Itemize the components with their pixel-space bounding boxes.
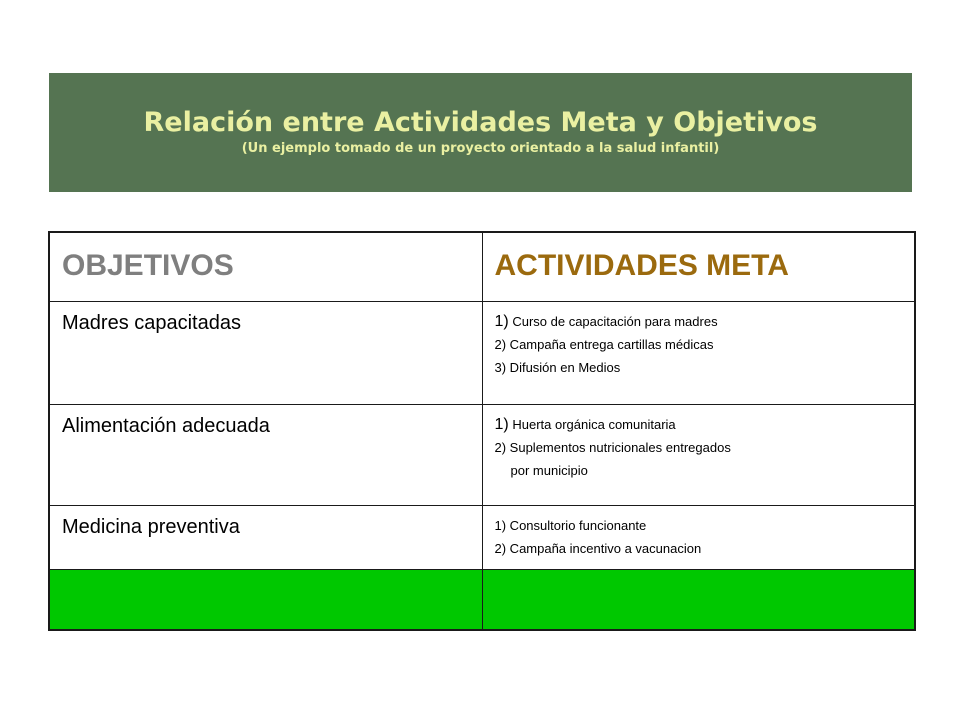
- activity-item: 3) Difusión en Medios: [494, 359, 621, 375]
- activities-cell: [482, 505, 915, 569]
- activity-item: 2) Campaña incentivo a vacunacion: [494, 540, 702, 556]
- empty-green-cell: [482, 569, 915, 630]
- activities-cell: [482, 301, 915, 404]
- activity-item: 1) Huerta orgánica comunitaria: [494, 415, 676, 433]
- objective-cell: Madres capacitadas: [49, 301, 482, 404]
- slide-title: Relación entre Actividades Meta y Objetivos: [143, 107, 818, 138]
- column-header-objectives: OBJETIVOS: [49, 232, 482, 301]
- empty-green-cell: [49, 569, 482, 630]
- title-banner: [49, 73, 912, 192]
- objectives-activities-table: [48, 231, 916, 631]
- activity-item-continuation: por municipio: [510, 462, 588, 478]
- slide-subtitle: (Un ejemplo tomado de un proyecto orientado a la salud infantil): [241, 141, 720, 156]
- objective-cell: Medicina preventiva: [49, 505, 482, 569]
- objective-cell: Alimentación adecuada: [49, 404, 482, 505]
- activity-item: 1) Consultorio funcionante: [494, 517, 647, 533]
- activity-item: 1) Curso de capacitación para madres: [494, 312, 718, 330]
- activities-cell: [482, 404, 915, 505]
- column-header-activities: ACTIVIDADES META: [482, 232, 915, 301]
- activity-item: 2) Suplementos nutricionales entregados: [494, 439, 731, 455]
- table-row: [49, 505, 915, 569]
- table-row: [49, 404, 915, 505]
- table-row-empty-green: [49, 569, 915, 630]
- table-header-row: [49, 232, 915, 301]
- table-row: [49, 301, 915, 404]
- activity-item: 2) Campaña entrega cartillas médicas: [494, 336, 714, 352]
